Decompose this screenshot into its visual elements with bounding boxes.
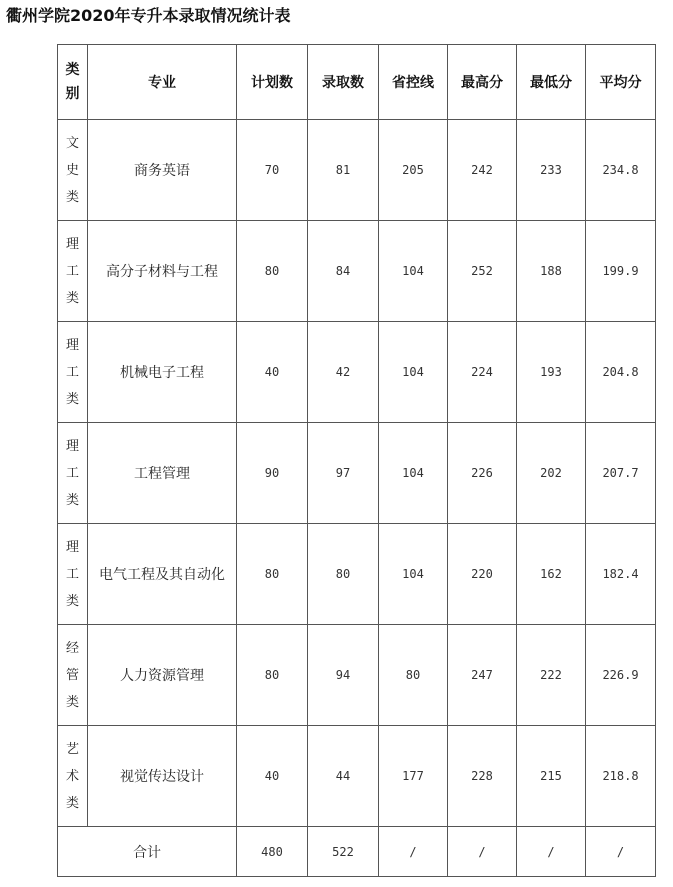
cell-lowest: 215 xyxy=(517,726,586,827)
cell-major: 电气工程及其自动化 xyxy=(88,524,237,625)
cell-category: 理工类 xyxy=(58,524,88,625)
table-row xyxy=(58,322,656,423)
cell-major: 商务英语 xyxy=(88,120,237,221)
cell-average: 218.8 xyxy=(586,726,656,827)
cell-plan: 80 xyxy=(237,625,308,726)
cell-category: 文史类 xyxy=(58,120,88,221)
cell-highest: 226 xyxy=(448,423,517,524)
table-row xyxy=(58,625,656,726)
header-lowest: 最低分 xyxy=(517,45,586,120)
total-plan: 480 xyxy=(237,827,308,877)
cell-highest: 220 xyxy=(448,524,517,625)
cell-category: 理工类 xyxy=(58,221,88,322)
header-control-line: 省控线 xyxy=(379,45,448,120)
cell-highest: 224 xyxy=(448,322,517,423)
cell-highest: 247 xyxy=(448,625,517,726)
table-row xyxy=(58,221,656,322)
cell-plan: 70 xyxy=(237,120,308,221)
page-title: 衢州学院2020年专升本录取情况统计表 xyxy=(6,6,291,25)
total-lowest: / xyxy=(517,827,586,877)
cell-admitted: 94 xyxy=(308,625,379,726)
cell-highest: 252 xyxy=(448,221,517,322)
header-plan: 计划数 xyxy=(237,45,308,120)
cell-lowest: 222 xyxy=(517,625,586,726)
cell-control-line: 80 xyxy=(379,625,448,726)
cell-lowest: 162 xyxy=(517,524,586,625)
cell-highest: 228 xyxy=(448,726,517,827)
cell-lowest: 202 xyxy=(517,423,586,524)
cell-admitted: 97 xyxy=(308,423,379,524)
cell-category: 理工类 xyxy=(58,423,88,524)
total-admitted: 522 xyxy=(308,827,379,877)
header-category: 类别 xyxy=(58,45,88,120)
table-row xyxy=(58,726,656,827)
cell-control-line: 104 xyxy=(379,423,448,524)
table-row xyxy=(58,120,656,221)
table-header-row xyxy=(58,45,656,120)
cell-plan: 80 xyxy=(237,221,308,322)
cell-average: 234.8 xyxy=(586,120,656,221)
cell-major: 视觉传达设计 xyxy=(88,726,237,827)
cell-plan: 80 xyxy=(237,524,308,625)
cell-control-line: 205 xyxy=(379,120,448,221)
cell-plan: 90 xyxy=(237,423,308,524)
total-row xyxy=(58,827,656,877)
cell-control-line: 104 xyxy=(379,524,448,625)
cell-average: 182.4 xyxy=(586,524,656,625)
total-highest: / xyxy=(448,827,517,877)
cell-category: 理工类 xyxy=(58,322,88,423)
cell-plan: 40 xyxy=(237,322,308,423)
cell-average: 199.9 xyxy=(586,221,656,322)
total-average: / xyxy=(586,827,656,877)
cell-control-line: 177 xyxy=(379,726,448,827)
cell-control-line: 104 xyxy=(379,322,448,423)
total-control-line: / xyxy=(379,827,448,877)
cell-major: 高分子材料与工程 xyxy=(88,221,237,322)
cell-admitted: 44 xyxy=(308,726,379,827)
total-label: 合计 xyxy=(58,827,237,877)
cell-admitted: 81 xyxy=(308,120,379,221)
cell-average: 204.8 xyxy=(586,322,656,423)
cell-highest: 242 xyxy=(448,120,517,221)
cell-average: 207.7 xyxy=(586,423,656,524)
cell-average: 226.9 xyxy=(586,625,656,726)
cell-plan: 40 xyxy=(237,726,308,827)
cell-major: 人力资源管理 xyxy=(88,625,237,726)
cell-category: 经管类 xyxy=(58,625,88,726)
cell-lowest: 193 xyxy=(517,322,586,423)
table-row xyxy=(58,524,656,625)
admission-stats-table xyxy=(57,44,656,877)
header-major: 专业 xyxy=(88,45,237,120)
cell-admitted: 80 xyxy=(308,524,379,625)
cell-category: 艺术类 xyxy=(58,726,88,827)
cell-lowest: 233 xyxy=(517,120,586,221)
cell-major: 机械电子工程 xyxy=(88,322,237,423)
header-admitted: 录取数 xyxy=(308,45,379,120)
header-highest: 最高分 xyxy=(448,45,517,120)
cell-admitted: 84 xyxy=(308,221,379,322)
header-average: 平均分 xyxy=(586,45,656,120)
cell-major: 工程管理 xyxy=(88,423,237,524)
table-row xyxy=(58,423,656,524)
cell-control-line: 104 xyxy=(379,221,448,322)
cell-lowest: 188 xyxy=(517,221,586,322)
cell-admitted: 42 xyxy=(308,322,379,423)
